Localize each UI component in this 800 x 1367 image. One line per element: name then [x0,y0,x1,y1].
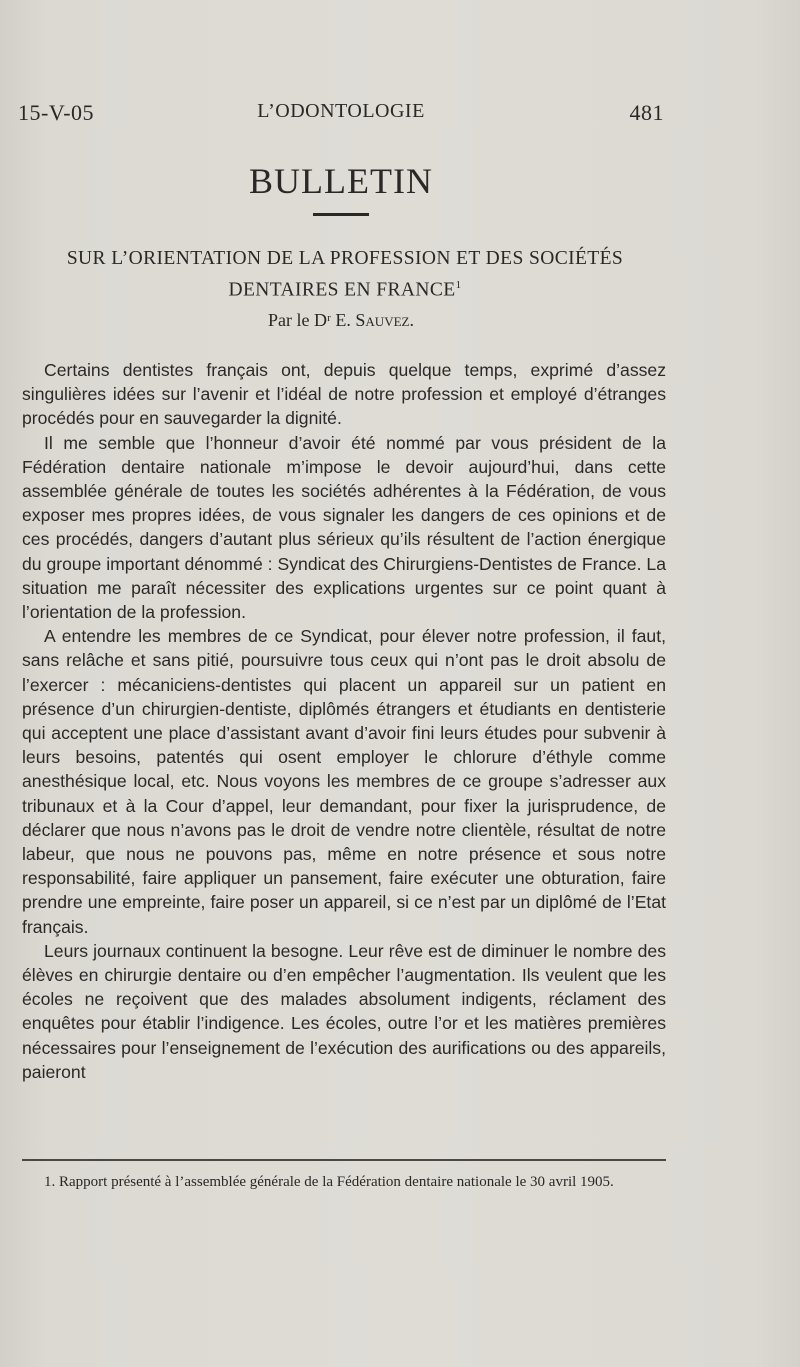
article-body [22,358,666,1084]
subtitle-line-2-text: DENTAIRES EN FRANCE [228,279,456,301]
subtitle-line-1: SUR L’ORIENTATION DE LA PROFESSION ET DES SOCIÉTÉS [66,248,624,269]
page-number: 481 [629,100,664,125]
footnote [22,1172,666,1193]
author-name: Sauvez. [355,310,414,330]
issue-date: 15-V-05 [18,100,95,125]
footnote-number: 1. [44,1174,56,1190]
article-subtitle [14,246,676,304]
paragraph: Il me semble que l’honneur d’avoir été nommé par vous président de la Fédération dentaire nationale m’impose le devoir aujourd’hui, dans cette assemblée générale de toutes les sociétés adhérentes à la Fédération, de vous exposer mes propres idées, de vous signaler les dangers de ces opinions et de ces procédés, dangers d’autant plus sérieux qu’ils résultent de l’action énergique du groupe important dénommé : Syndicat des Chirurgiens-Dentistes de France. La situation me paraît nécessiter des explications urgentes sur ce point quant à l’orientation de la profession. [22,432,666,623]
section-title: BULLETIN [249,161,433,201]
footnote-rule [22,1159,666,1161]
paragraph: Leurs journaux continuent la besogne. Leur rêve est de diminuer le nombre des élèves en chirurgie dentaire ou d’en empêcher l’augmentation. Ils veulent que les écoles ne reçoivent que des malades absolument indigents, réclament des enquêtes pour établir l’indigence. Les écoles, outre l’or et les matières premières nécessaires pour l’enseignement de l’exécution des aurifications ou des appareils, paieront [22,940,666,1082]
title-rule [313,213,369,216]
journal-title: L’ODONTOLOGIE [257,100,425,122]
paragraph: A entendre les membres de ce Syndicat, pour élever notre profession, il faut, sans relâche et sans pitié, poursuivre tous ceux qui n’ont pas le droit absolu de l’exercer : mécaniciens-dentistes qui placent un appareil sur un patient en présence d’un chirurgien-dentiste, diplômés étrangers et étudiants en dentisterie qui acceptent une place d’assistant avant d’avoir fini leurs études pour subvenir à leurs besoins, patentés qui osent employer le chlorure d’éthyle comme anesthésique local, etc. Nous voyons les membres de ce groupe s’adresser aux tribunaux et à la Cour d’appel, leur demandant, pour fixer la jurisprudence, de déclarer que nous n’avons pas le droit de vendre notre clientèle, résultat de notre labeur, que nous ne pouvons pas, même en notre présence et sous notre responsabilité, faire appliquer un pansement, faire exécuter une obturation, faire prendre une empreinte, faire poser un appareil, si ce n’est par un diplômé de l’Etat français. [22,626,666,937]
paragraph: Certains dentistes français ont, depuis quelque temps, exprimé d’assez singulières idées sur l’avenir et l’idéal de notre profession et employé d’étranges procédés pour en sauvegarder la dignité. [22,360,666,429]
byline [0,310,682,331]
footnote-text: Rapport présenté à l’assemblée générale de la Fédération dentaire nationale le 30 avril 1905. [59,1174,614,1190]
byline-prefix: Par le Dʳ E. [268,310,351,330]
subtitle-line-2 [14,272,676,304]
running-header [18,100,664,134]
footnote-marker: 1 [455,279,462,291]
